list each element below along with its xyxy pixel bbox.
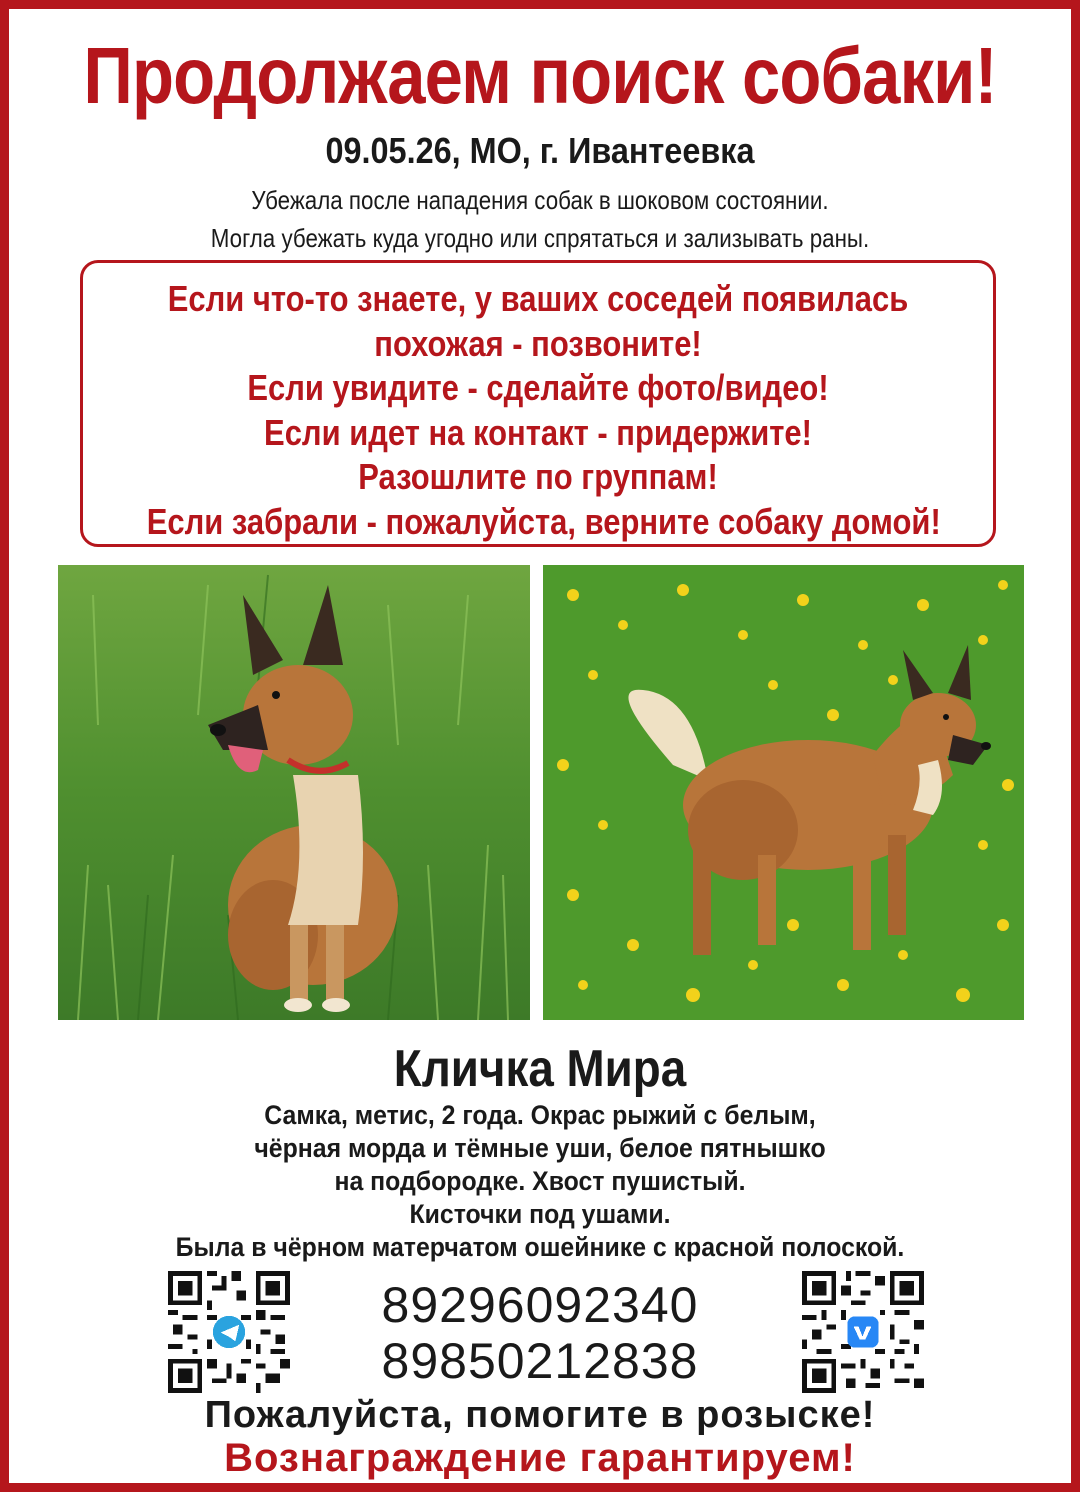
callout-line: Если увидите - сделайте фото/видео! xyxy=(247,367,829,408)
help-request: Пожалуйста, помогите в розыске! xyxy=(204,1394,876,1436)
description-line: на подбородке. Хвост пушистый. xyxy=(334,1166,746,1196)
dog-description xyxy=(51,1099,1028,1264)
intro-line: Убежала после нападения собак в шоковом состоянии. xyxy=(251,185,829,215)
dog-photo-walking xyxy=(543,565,1024,1020)
dog-name: Кличка Мира xyxy=(393,1040,687,1098)
description-line: Самка, метис, 2 года. Окрас рыжий с белым, xyxy=(264,1100,816,1130)
description-line: Была в чёрном матерчатом ошейнике с красной полоской. xyxy=(175,1232,905,1262)
intro-line: Могла убежать куда угодно или спрятаться и зализывать раны. xyxy=(210,223,870,253)
poster-title: Продолжаем поиск собаки! xyxy=(83,31,997,120)
callout-line: Разошлите по группам! xyxy=(358,456,718,497)
description-line: чёрная морда и тёмные уши, белое пятнышко xyxy=(254,1133,826,1163)
phone-number[interactable]: 89850212838 xyxy=(381,1333,699,1389)
dog-photo-sitting xyxy=(58,565,530,1020)
vk-qr-code-icon[interactable] xyxy=(802,1271,924,1393)
callout-line: Если забрали - пожалуйста, верните собаку домой! xyxy=(146,500,941,542)
callout-line: Если что-то знаете, у ваших соседей появилась xyxy=(167,278,909,319)
callout-line: похожая - позвоните! xyxy=(374,322,702,364)
date-location: 09.05.26, МО, г. Ивантеевка xyxy=(325,130,755,171)
phone-number[interactable]: 89296092340 xyxy=(381,1277,699,1333)
intro-text xyxy=(83,181,996,257)
description-line: Кисточки под ушами. xyxy=(409,1199,671,1229)
reward-notice: Вознаграждение гарантируем! xyxy=(224,1436,856,1480)
callout-box xyxy=(80,260,996,547)
callout-line: Если идет на контакт - придержите! xyxy=(264,411,812,453)
